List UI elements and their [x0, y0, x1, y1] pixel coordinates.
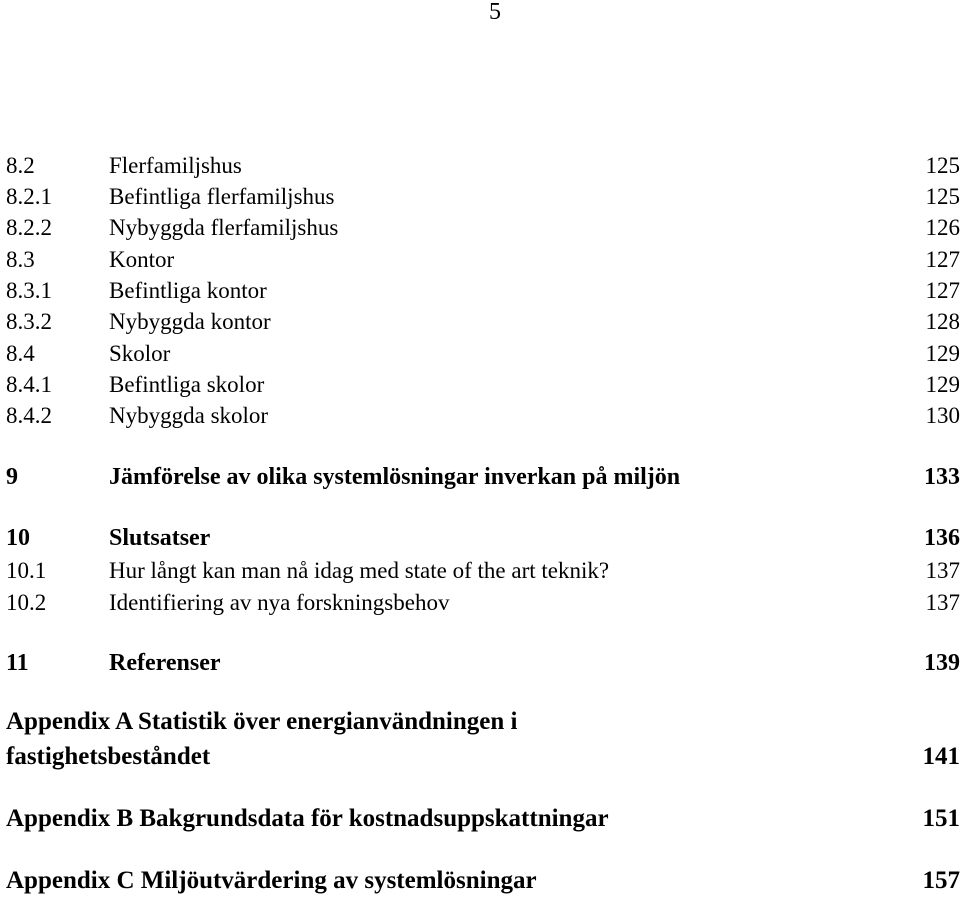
- toc-entry-page: 139: [924, 650, 960, 676]
- toc-entry-8-2-2[interactable]: [6, 213, 960, 243]
- toc-entry-number: 10.2: [6, 590, 47, 615]
- toc-appendix-a-line2: [6, 742, 960, 772]
- toc-entry-page: 136: [924, 525, 960, 551]
- toc-entry-title: Befintliga kontor: [109, 278, 267, 303]
- toc-entry-number: 8.3.2: [6, 309, 52, 334]
- toc-appendix-c[interactable]: [6, 866, 960, 896]
- toc-entry-page: 128: [925, 309, 960, 334]
- toc-entry-number: 8.3.1: [6, 278, 52, 303]
- toc-entry-number: 11: [6, 650, 29, 676]
- toc-entry-10-1[interactable]: [6, 556, 960, 586]
- toc-entry-8-3-1[interactable]: [6, 276, 960, 306]
- toc-entry-page: 130: [925, 403, 960, 428]
- toc-entry-11[interactable]: [6, 648, 960, 678]
- toc-entry-9[interactable]: [6, 462, 960, 492]
- toc-entry-number: 8.2.2: [6, 215, 52, 240]
- toc-entry-title: Identifiering av nya forskningsbehov: [109, 590, 450, 615]
- toc-entry-number: 8.3: [6, 247, 35, 272]
- toc-entry-number: 8.4.2: [6, 403, 52, 428]
- toc-entry-title: Nybyggda flerfamiljshus: [109, 215, 339, 240]
- toc-entry-title: Hur långt kan man nå idag med state of the art teknik?: [109, 558, 610, 583]
- toc-entry-title: Referenser: [109, 650, 221, 676]
- toc-entry-page: 127: [925, 278, 960, 303]
- toc-entry-title: Nybyggda skolor: [109, 403, 269, 428]
- toc-entry-page: 137: [925, 590, 960, 615]
- toc-entry-page: 129: [925, 372, 960, 397]
- toc-entry-title: Skolor: [109, 341, 171, 366]
- toc-entry-page: 129: [925, 341, 960, 366]
- toc-entry-title: Kontor: [109, 247, 175, 272]
- toc-appendix-a-line1: [6, 707, 960, 737]
- toc-entry-page: 137: [925, 558, 960, 583]
- toc-entry-title: Nybyggda kontor: [109, 309, 271, 334]
- toc-entry-number: 8.4.1: [6, 372, 52, 397]
- toc-entry-title: Slutsatser: [109, 525, 211, 551]
- toc-entry-page: 126: [925, 215, 960, 240]
- toc-entry-number: 10.1: [6, 558, 47, 583]
- toc-entry-8-4[interactable]: [6, 339, 960, 369]
- toc-entry-page: 157: [922, 867, 960, 894]
- toc-entry-page: 151: [922, 805, 960, 832]
- toc-entry-8-3-2[interactable]: [6, 307, 960, 337]
- toc-entry-page: 141: [922, 743, 960, 770]
- toc-entry-page: 125: [925, 153, 960, 178]
- toc-entry-10-2[interactable]: [6, 588, 960, 618]
- toc-appendix-title: Appendix B Bakgrundsdata för kostnadsuppskattningar: [6, 805, 609, 832]
- toc-entry-page: 127: [925, 247, 960, 272]
- page-number: 5: [489, 0, 501, 25]
- toc-entry-number: 8.2: [6, 153, 35, 178]
- toc-appendix-b[interactable]: [6, 804, 960, 834]
- toc-entry-page: 125: [925, 184, 960, 209]
- toc-appendix-title: Appendix A Statistik över energianvändningen i: [6, 708, 518, 735]
- toc-entry-number: 10: [6, 525, 30, 551]
- toc-entry-title: Flerfamiljshus: [109, 153, 242, 178]
- toc-entry-10[interactable]: [6, 523, 960, 553]
- toc-entry-8-4-2[interactable]: [6, 401, 960, 431]
- toc-entry-8-4-1[interactable]: [6, 370, 960, 400]
- toc-entry-8-2-1[interactable]: [6, 182, 960, 212]
- toc-entry-title: Befintliga skolor: [109, 372, 265, 397]
- toc-entry-title: Jämförelse av olika systemlösningar inverkan på miljön: [109, 464, 681, 490]
- toc-entry-number: 8.2.1: [6, 184, 52, 209]
- toc-entry-number: 8.4: [6, 341, 35, 366]
- toc-entry-page: 133: [924, 464, 960, 490]
- toc-entry-8-2[interactable]: [6, 151, 960, 181]
- toc-appendix-title-cont: fastighetsbeståndet: [6, 743, 211, 770]
- toc-appendix-title: Appendix C Miljöutvärdering av systemlösningar: [6, 867, 537, 894]
- toc-entry-8-3[interactable]: [6, 245, 960, 275]
- toc-entry-title: Befintliga flerfamiljshus: [109, 184, 335, 209]
- toc-entry-number: 9: [6, 464, 18, 490]
